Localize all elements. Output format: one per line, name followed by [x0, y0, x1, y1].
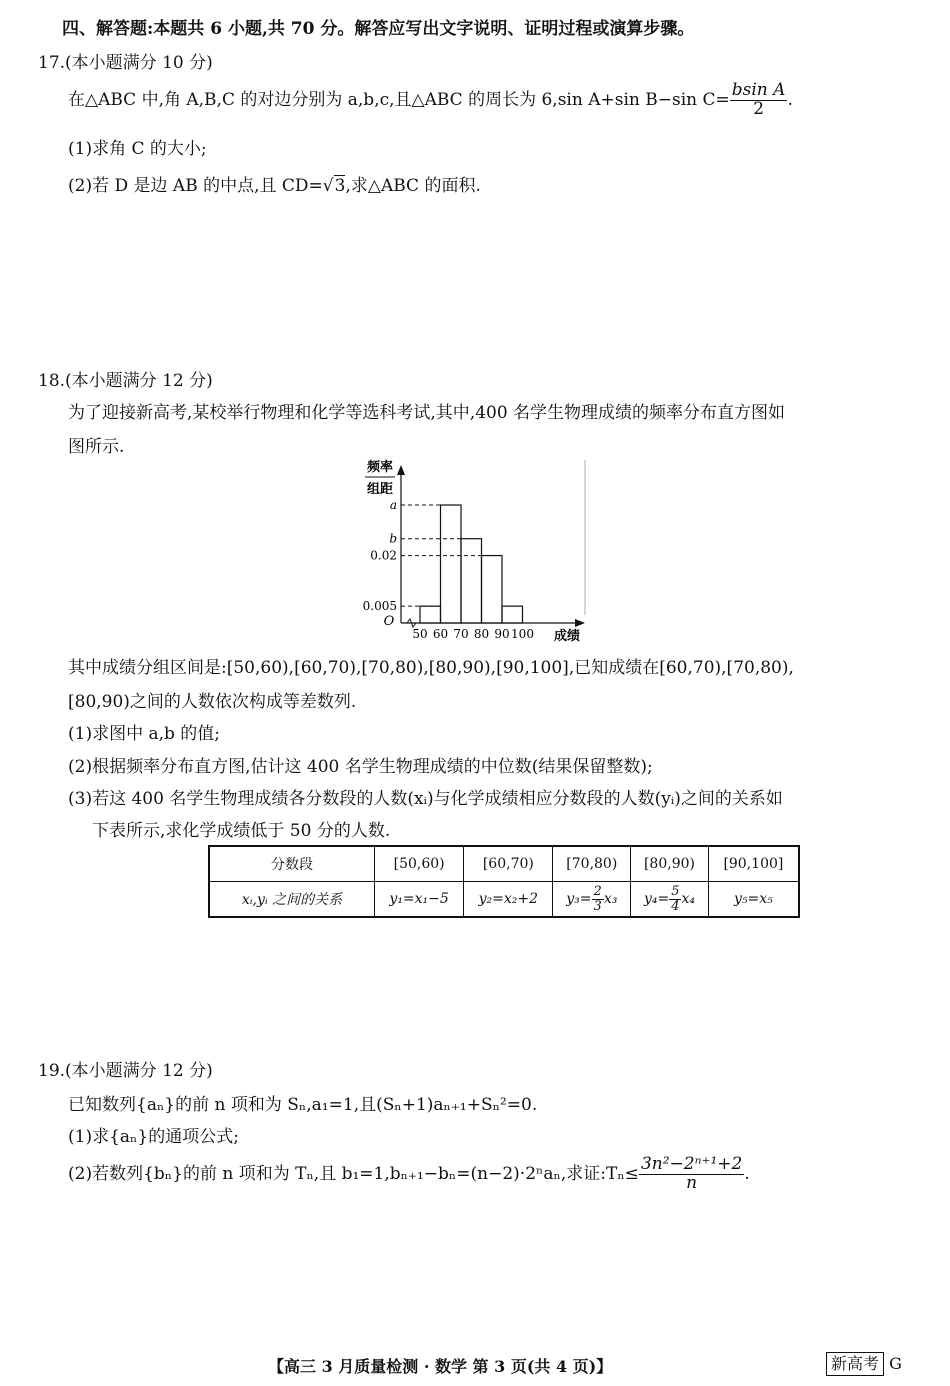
q18-part2: (2)根据频率分布直方图,估计这 400 名学生物理成绩的中位数(结果保留整数);: [68, 757, 653, 777]
x-tick-label: 90: [494, 627, 510, 641]
table-relation: y₅=x₅: [708, 882, 799, 918]
q19-part2-end: .: [744, 1163, 750, 1184]
relation-tail: x₃: [603, 891, 618, 907]
x-axis-arrow: [575, 619, 585, 627]
y-axis-arrow: [397, 465, 405, 475]
histogram-bar: [441, 505, 462, 623]
relation-prefix: y₄=: [643, 891, 670, 907]
q19-number: 19.: [38, 1061, 66, 1081]
origin-label: O: [383, 614, 395, 629]
frac-den: 3: [593, 898, 602, 914]
histogram-bar: [420, 606, 441, 623]
q17-stem-end: .: [787, 89, 793, 110]
q19-part1: (1)求{aₙ}的通项公式;: [68, 1127, 239, 1147]
q18-chart-text-1: 其中成绩分组区间是:[50,60),[60,70),[70,80),[80,90),[90,100],已知成绩在[60,70),[70,80),: [68, 658, 794, 678]
q17-stem-text: 在△ABC 中,角 A,B,C 的对边分别为 a,b,c,且△ABC 的周长为 6,sin A+sin B−sin C=: [68, 89, 730, 110]
histogram-bar: [461, 539, 482, 623]
q19-score: (本小题满分 12 分): [65, 1061, 213, 1081]
table-relation: y₁=x₁−5: [375, 882, 464, 918]
table-row: [209, 882, 799, 918]
relation-fraction: [669, 885, 681, 913]
q17-score: (本小题满分 10 分): [65, 53, 213, 73]
histogram-bar: [482, 556, 503, 623]
x-tick-label: 50: [412, 627, 428, 641]
frac-den: 4: [671, 898, 680, 914]
histogram-bar: [502, 606, 523, 623]
table-interval: [80,90): [631, 846, 709, 882]
relation-tail: x₄: [681, 891, 695, 907]
frac-num: 2: [593, 883, 602, 899]
q19-fraction: [639, 1156, 744, 1193]
q19-part2-text: (2)若数列{bₙ}的前 n 项和为 Tₙ,且 b₁=1,bₙ₊₁−bₙ=(n−2)·2ⁿaₙ,求证:Tₙ≤: [68, 1163, 639, 1184]
x-tick-label: 80: [473, 627, 490, 641]
q17-fraction: [730, 82, 788, 119]
q17-frac-den: 2: [753, 98, 765, 119]
q18-header: [38, 366, 213, 391]
y-label-top: 频率: [366, 460, 394, 475]
table-interval: [60,70): [464, 846, 553, 882]
q18-chart-text-2: [80,90)之间的人数依次构成等差数列.: [68, 692, 357, 712]
q17-sqrt-value: 3: [334, 176, 346, 196]
table-interval: [90,100]: [708, 846, 799, 882]
q18-part3-line1: (3)若这 400 名学生物理成绩各分数段的人数(xᵢ)与化学成绩相应分数段的人数(yᵢ)之间的关系如: [68, 789, 783, 809]
x-axis-label: 成绩: [553, 629, 581, 644]
table-interval: [50,60): [375, 846, 464, 882]
y-tick-label: b: [389, 531, 397, 546]
q18-stem-line1: 为了迎接新高考,某校举行物理和化学等选科考试,其中,400 名学生物理成绩的频率分布直方图如: [68, 403, 786, 423]
q18-part1: (1)求图中 a,b 的值;: [68, 724, 221, 744]
y-tick-label: 0.005: [362, 599, 397, 614]
relation-prefix: y₃=: [566, 891, 592, 907]
q19-stem: 已知数列{aₙ}的前 n 项和为 Sₙ,a₁=1,且(Sₙ+1)aₙ₊₁+Sₙ²=0.: [68, 1095, 538, 1115]
frac-num: 5: [671, 883, 680, 899]
q17-part2-tail: ,求△ABC 的面积.: [345, 176, 481, 196]
q19-part2: [68, 1156, 750, 1193]
table-interval: [70,80): [553, 846, 631, 882]
q18-part3-line2: 下表所示,求化学成绩低于 50 分的人数.: [92, 821, 391, 841]
exam-type-tag: 新高考: [826, 1352, 884, 1376]
q17-number: 17.: [38, 53, 66, 73]
y-tick-label: 0.02: [370, 548, 397, 563]
q19-header: [38, 1056, 213, 1081]
x-tick-label: 60: [432, 627, 449, 641]
paper-letter: G: [889, 1354, 902, 1373]
q17-stem: [68, 82, 793, 119]
frequency-histogram: [355, 455, 595, 645]
q17-part1: (1)求角 C 的大小;: [68, 139, 207, 159]
footer-tag-wrap: [826, 1352, 902, 1376]
relation-table: [208, 845, 800, 918]
q18-number: 18.: [38, 371, 66, 391]
q19-frac-den: n: [686, 1172, 698, 1193]
x-tick-label: 70: [453, 627, 469, 641]
q17-part2: [68, 171, 481, 196]
table-relation: [553, 882, 631, 918]
q18-stem-line2: 图所示.: [68, 437, 125, 457]
q17-header: [38, 48, 213, 73]
sqrt-sign: √: [322, 176, 334, 196]
q17-frac-num: bsin A: [731, 80, 786, 100]
page-footer: 【高三 3 月质量检测 · 数学 第 3 页(共 4 页)】: [268, 1357, 613, 1376]
table-row-label: xᵢ,yᵢ 之间的关系: [209, 882, 375, 918]
relation-fraction: [592, 885, 604, 913]
table-row: [209, 846, 799, 882]
q18-score: (本小题满分 12 分): [65, 371, 213, 391]
x-tick-label: 100: [511, 627, 534, 641]
q19-frac-num: 3n²−2ⁿ⁺¹+2: [640, 1154, 743, 1174]
y-tick-label: a: [389, 498, 397, 512]
table-relation: [631, 882, 709, 918]
section-header: 四、解答题:本题共 6 小题,共 70 分。解答应写出文字说明、证明过程或演算步骤。: [62, 19, 695, 39]
table-header-label: 分数段: [209, 846, 375, 882]
table-relation: y₂=x₂+2: [464, 882, 553, 918]
q17-part2-text: (2)若 D 是边 AB 的中点,且 CD=: [68, 176, 323, 196]
y-label-bottom: 组距: [366, 482, 394, 497]
